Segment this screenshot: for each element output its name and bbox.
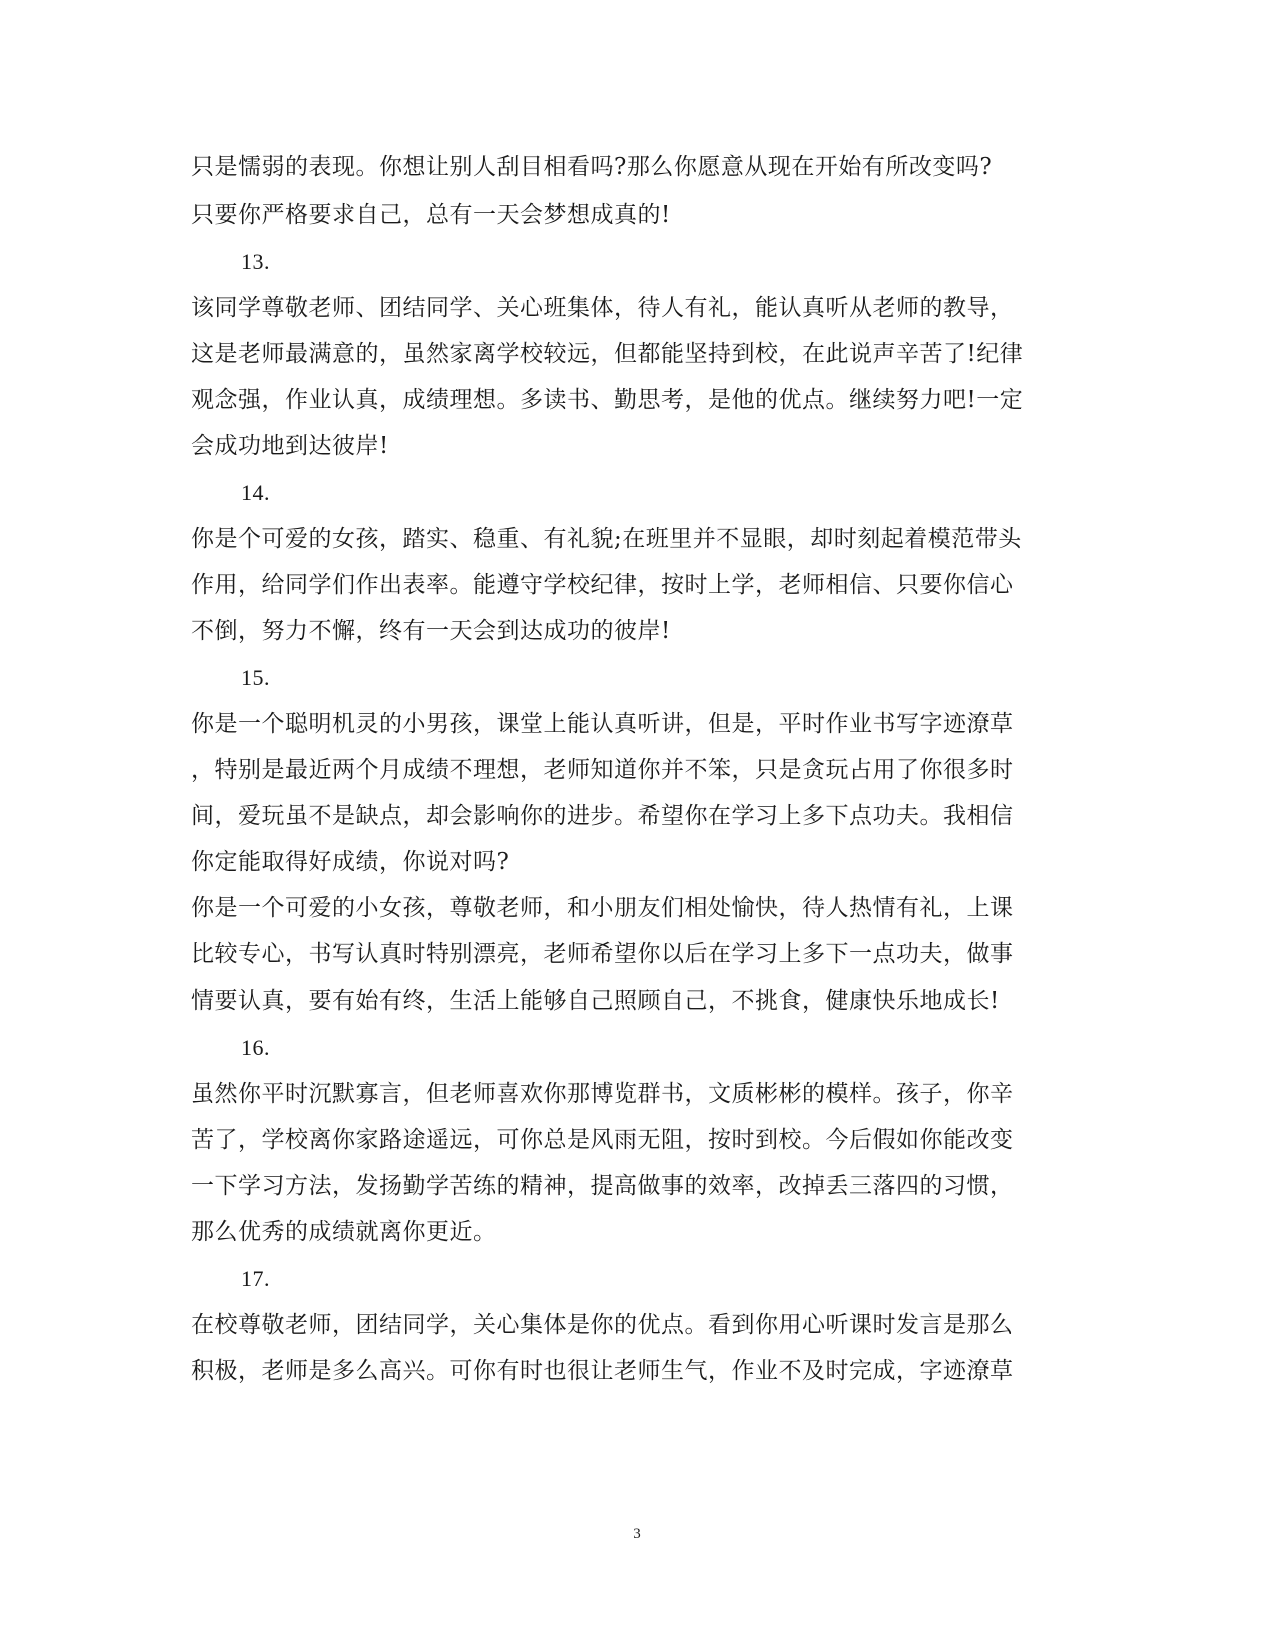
text-line: 积极，老师是多么高兴。可你有时也很让老师生气，作业不及时完成，字迹潦草 [191, 1358, 1014, 1384]
item-number: 16. [241, 1035, 270, 1060]
item-number: 13. [241, 249, 270, 274]
text-line: 只要你严格要求自己，总有一天会梦想成真的! [191, 202, 671, 228]
text-line: 观念强，作业认真，成绩理想。多读书、勤思考，是他的优点。继续努力吧!一定 [191, 387, 1024, 413]
text-line: 该同学尊敬老师、团结同学、关心班集体，待人有礼，能认真听从老师的教导， [191, 295, 1014, 321]
text-line: 间，爱玩虽不是缺点，却会影响你的进步。希望你在学习上多下点功夫。我相信 [191, 803, 1014, 829]
text-line: 不倒，努力不懈，终有一天会到达成功的彼岸! [191, 618, 671, 644]
item-number: 15. [241, 665, 270, 690]
text-line: 苦了，学校离你家路途遥远，可你总是风雨无阻，按时到校。今后假如你能改变 [191, 1127, 1014, 1153]
text-line: 这是老师最满意的，虽然家离学校较远，但都能坚持到校，在此说声辛苦了!纪律 [191, 341, 1024, 367]
text-line: ，特别是最近两个月成绩不理想，老师知道你并不笨，只是贪玩占用了你很多时 [191, 757, 1014, 783]
text-line: 会成功地到达彼岸! [191, 433, 389, 459]
text-line: 情要认真，要有始有终，生活上能够自己照顾自己，不挑食，健康快乐地成长! [191, 988, 1000, 1014]
text-line: 那么优秀的成绩就离你更近。 [191, 1219, 497, 1245]
item-number: 14. [241, 480, 270, 505]
text-line: 作用，给同学们作出表率。能遵守学校纪律，按时上学，老师相信、只要你信心 [191, 572, 1014, 598]
text-line: 虽然你平时沉默寡言，但老师喜欢你那博览群书，文质彬彬的模样。孩子，你辛 [191, 1081, 1014, 1107]
item-number: 17. [241, 1266, 270, 1291]
text-line: 你是一个可爱的小女孩，尊敬老师，和小朋友们相处愉快，待人热情有礼，上课 [191, 895, 1014, 921]
text-line: 一下学习方法，发扬勤学苦练的精神，提高做事的效率，改掉丢三落四的习惯， [191, 1173, 1014, 1199]
text-line: 你定能取得好成绩，你说对吗? [191, 849, 510, 875]
text-line: 你是一个聪明机灵的小男孩，课堂上能认真听讲，但是，平时作业书写字迹潦草 [191, 711, 1014, 737]
page-number: 3 [633, 1526, 641, 1542]
text-line: 比较专心，书写认真时特别漂亮，老师希望你以后在学习上多下一点功夫，做事 [191, 941, 1014, 967]
text-line: 在校尊敬老师，团结同学，关心集体是你的优点。看到你用心听课时发言是那么 [191, 1312, 1014, 1338]
text-line: 只是懦弱的表现。你想让别人刮目相看吗?那么你愿意从现在开始有所改变吗? [191, 154, 993, 180]
text-line: 你是个可爱的女孩，踏实、稳重、有礼貌;在班里并不显眼，却时刻起着模范带头 [191, 526, 1022, 552]
